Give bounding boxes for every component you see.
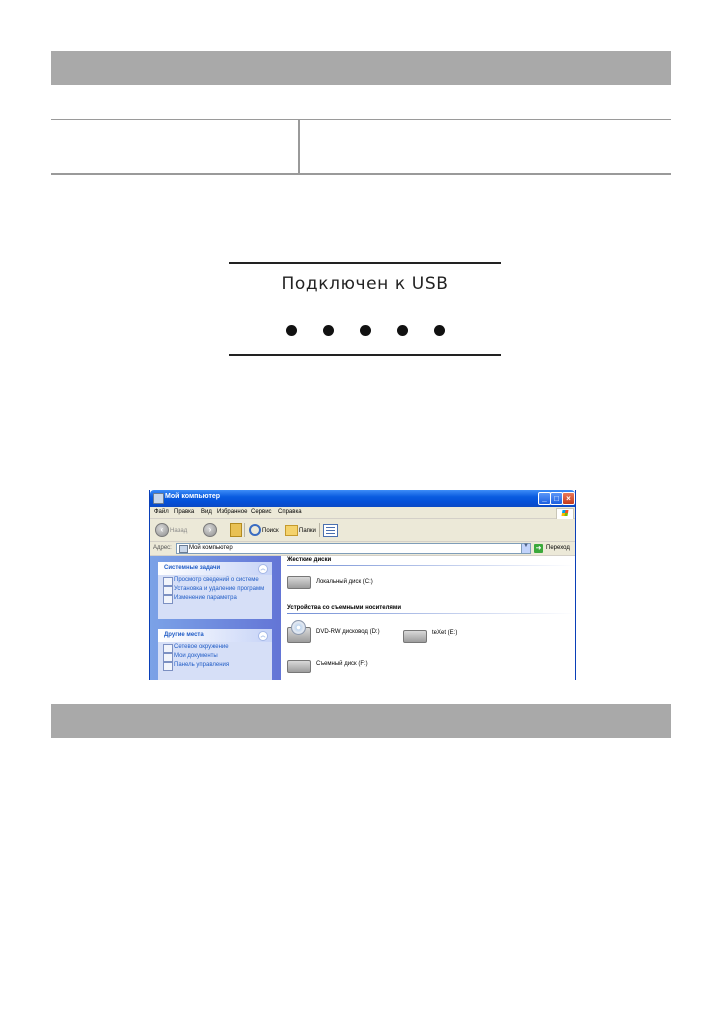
- other-places-title: Другие места: [164, 632, 204, 638]
- menu-view[interactable]: Вид: [201, 509, 212, 515]
- close-icon: ×: [566, 494, 571, 503]
- drive-c-label: Локальный диск (C:): [316, 579, 373, 585]
- toolbar: [150, 519, 575, 542]
- place-my-documents[interactable]: Мои документы: [158, 653, 272, 660]
- content-pane: [281, 556, 575, 680]
- usb-connected-message: Подключен к USB: [281, 274, 449, 294]
- computer-icon: [153, 493, 164, 504]
- documents-folder-icon: [163, 653, 173, 662]
- info-table: [51, 119, 671, 175]
- screen-bottom-rule: [229, 354, 501, 356]
- progress-dot: [397, 325, 408, 336]
- menu-edit[interactable]: Правка: [174, 509, 195, 515]
- place-control-panel[interactable]: Панель управления: [158, 662, 272, 669]
- progress-dot: [360, 325, 371, 336]
- system-tasks-title: Системные задачи: [164, 565, 221, 571]
- section-header-bar-bottom: [51, 704, 671, 738]
- address-dropdown[interactable]: [521, 544, 530, 553]
- forward-button[interactable]: [203, 523, 217, 537]
- system-info-icon: [163, 577, 173, 586]
- removable-drive-icon: [287, 660, 311, 673]
- device-screen-illustration: [229, 262, 501, 356]
- control-panel-icon: [163, 595, 173, 604]
- hard-drive-icon: [287, 576, 311, 589]
- address-input[interactable]: [176, 543, 531, 554]
- progress-dots: [229, 325, 501, 336]
- control-panel-icon: [163, 662, 173, 671]
- removable-drive-icon: [403, 630, 427, 643]
- address-value: Мой компьютер: [189, 545, 233, 551]
- menu-help[interactable]: Справка: [278, 509, 302, 515]
- back-label: Назад: [170, 528, 188, 534]
- drive-f-label: Съемный диск (F:): [316, 661, 368, 667]
- hard-disks-group-title: Жесткие диски: [287, 557, 332, 563]
- folders-button[interactable]: Папки: [299, 528, 316, 534]
- group-divider: [287, 565, 575, 566]
- collapse-icon[interactable]: ︽: [258, 631, 268, 641]
- computer-icon: [179, 545, 188, 553]
- network-icon: [163, 644, 173, 653]
- group-divider: [287, 613, 575, 614]
- window-title: Мой компьютер: [165, 493, 221, 500]
- my-computer-window: [149, 490, 576, 680]
- place-network[interactable]: Сетевое окружение: [158, 644, 272, 651]
- menu-favorites[interactable]: Избранное: [217, 509, 248, 515]
- search-icon[interactable]: [249, 524, 261, 536]
- folder-up-icon[interactable]: [230, 523, 242, 537]
- task-change-setting[interactable]: Изменение параметра: [158, 595, 272, 602]
- progress-dot: [286, 325, 297, 336]
- task-add-remove-programs[interactable]: Установка и удаление программ: [158, 586, 272, 593]
- info-table-cell-right: [300, 120, 671, 173]
- dvd-drive-icon: [287, 627, 311, 643]
- address-label: Адрес:: [153, 545, 172, 551]
- go-arrow-icon[interactable]: ➜: [535, 545, 542, 552]
- forward-arrow-icon: ›: [208, 525, 212, 534]
- progress-dot: [323, 325, 334, 336]
- programs-icon: [163, 586, 173, 595]
- menu-tools[interactable]: Сервис: [251, 509, 272, 515]
- back-button[interactable]: [155, 523, 169, 537]
- views-icon[interactable]: [323, 524, 338, 537]
- folders-icon[interactable]: [285, 525, 298, 536]
- system-tasks-panel: [158, 562, 272, 619]
- task-pane: [150, 556, 281, 680]
- collapse-icon[interactable]: ︽: [258, 564, 268, 574]
- window-titlebar[interactable]: [150, 490, 575, 507]
- toolbar-separator: [244, 523, 245, 537]
- progress-dot: [434, 325, 445, 336]
- screen-top-rule: [229, 262, 501, 264]
- info-table-cell-left: [51, 120, 300, 173]
- chevron-down-icon: ▼: [523, 543, 529, 549]
- system-tasks-header[interactable]: [158, 562, 272, 575]
- minimize-icon: _: [542, 494, 547, 503]
- go-button[interactable]: Переход: [546, 545, 570, 551]
- menu-bar: [150, 507, 575, 519]
- drive-e-label: teXet (E:): [432, 630, 458, 636]
- other-places-header[interactable]: [158, 629, 272, 642]
- close-button[interactable]: [562, 492, 575, 505]
- address-bar: [150, 542, 575, 556]
- removable-group-title: Устройства со съемными носителями: [287, 605, 402, 611]
- search-button[interactable]: Поиск: [262, 528, 279, 534]
- back-arrow-icon: ‹: [160, 525, 164, 534]
- section-header-bar-top: [51, 51, 671, 85]
- drive-d-label: DVD-RW дисковод (D:): [316, 629, 380, 635]
- toolbar-separator: [319, 523, 320, 537]
- menu-file[interactable]: Файл: [154, 509, 169, 515]
- maximize-icon: □: [554, 494, 559, 503]
- task-view-system-info[interactable]: Просмотр сведений о системе: [158, 577, 272, 584]
- other-places-panel: [158, 629, 272, 680]
